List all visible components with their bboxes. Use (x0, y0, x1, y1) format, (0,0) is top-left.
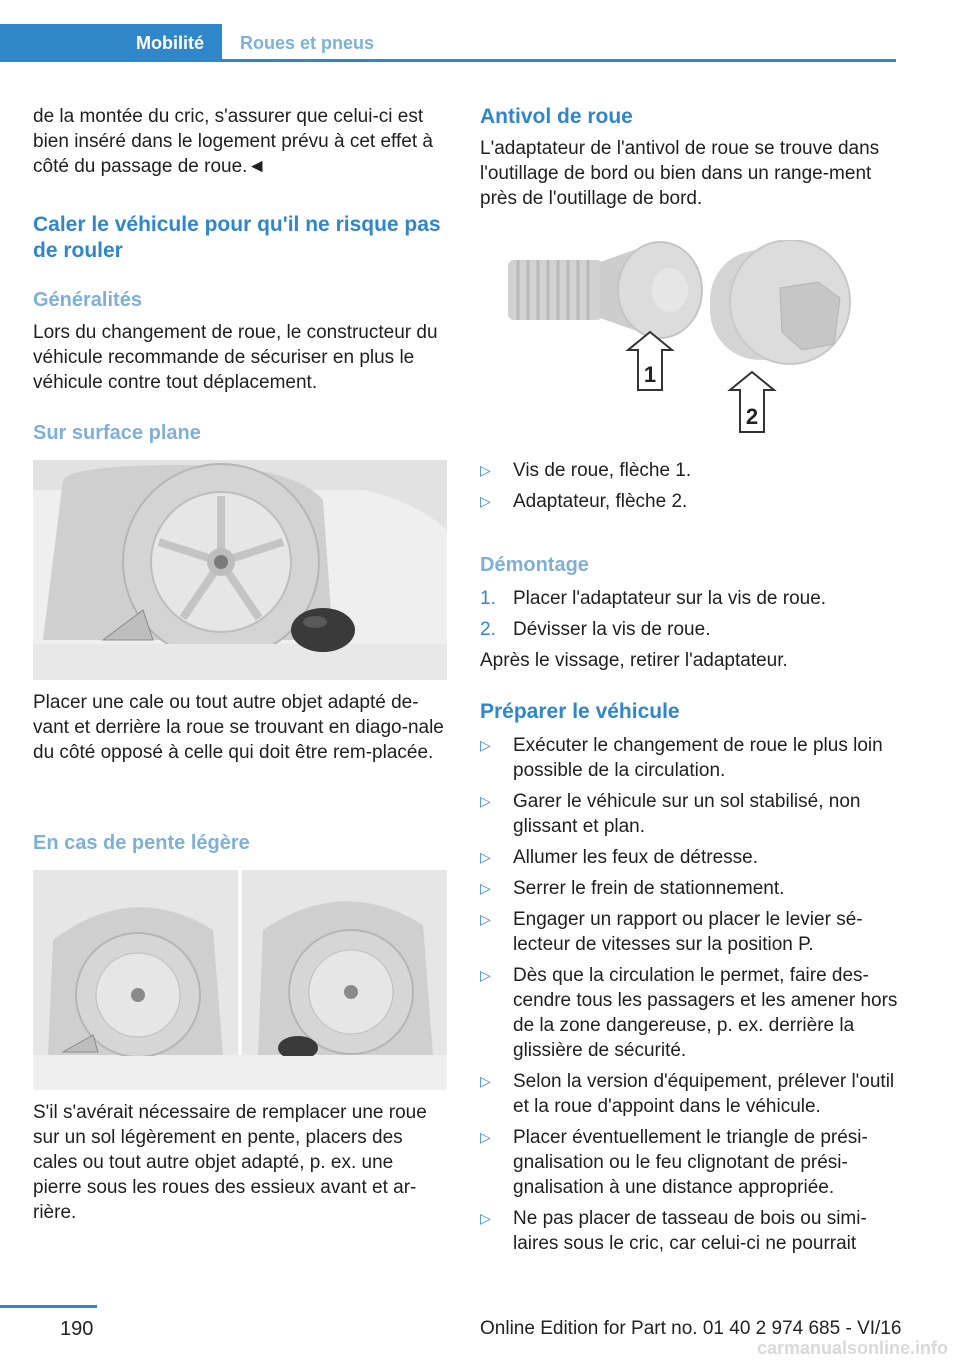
heading-preparer: Préparer le véhicule (480, 700, 680, 723)
list-item: ▷ Adaptateur, flèche 2. (480, 491, 688, 512)
figure-wheel-chock-flat (33, 460, 447, 680)
list-item: ▷ Placer éventuellement le triangle de prési-gnalisation ou le feu clignotant de prési-gnalisation à une distance appropriée. (480, 1127, 868, 1198)
section-tab: Mobilité (0, 24, 222, 62)
figure-label-1: 1 (643, 362, 657, 387)
list-item: ▷ Allumer les feux de détresse. (480, 847, 759, 868)
bullet-triangle-icon: ▷ (480, 880, 491, 896)
figure-wheel-lock (500, 240, 880, 440)
heading-antivol: Antivol de roue (480, 105, 633, 128)
list-item: ▷ Garer le véhicule sur un sol stabilisé, non glissant et plan. (480, 791, 861, 837)
figure-wheel-chock-slope (33, 870, 447, 1090)
heading-caler: Caler le véhicule pour qu'il ne risque pas de rouler (33, 213, 441, 262)
bullet-triangle-icon: ▷ (480, 967, 491, 983)
bullet-triangle-icon: ▷ (480, 793, 491, 809)
list-item: ▷ Dès que la circulation le permet, faire des-cendre tous les passagers et les amener hors de la zone dangereuse, p. ex. derrière la glissière de sécurité. (480, 965, 898, 1061)
list-item: ▷ Vis de roue, flèche 1. (480, 460, 692, 481)
header-rule (0, 59, 896, 62)
figure-label-2: 2 (745, 404, 759, 429)
list-item: ▷ Exécuter le changement de roue le plus loin possible de la circulation. (480, 735, 883, 781)
generalites-text: Lors du changement de roue, le constructeur du véhicule recommande de sécuriser en plus le véhicule contre tout déplacement. (33, 322, 438, 393)
surface-text: Placer une cale ou tout autre objet adapté de-vant et derrière la roue se trouvant en diago-nale du côté opposé à celle qui doit être rem-placée. (33, 692, 444, 763)
edition-text: Online Edition for Part no. 01 40 2 974 685 - VI/16 (480, 1318, 902, 1339)
demontage-after: Après le vissage, retirer l'adaptateur. (480, 650, 788, 671)
intro-text: de la montée du cric, s'assurer que celui-ci est bien inséré dans le logement prévu à cet effet à côté du passage de roue.◄ (33, 106, 433, 177)
bullet-triangle-icon: ▷ (480, 1210, 491, 1226)
list-item: ▷ Engager un rapport ou placer le levier sé-lecteur de vitesses sur la position P. (480, 909, 863, 955)
preparer-list (480, 733, 898, 1262)
heading-generalites: Généralités (33, 289, 142, 311)
heading-pente: En cas de pente légère (33, 832, 250, 854)
footer-rule (0, 1305, 97, 1308)
bullet-triangle-icon: ▷ (480, 849, 491, 865)
header-tabs (0, 24, 896, 62)
watermark: carmanualsonline.info (756, 1338, 948, 1358)
bullet-triangle-icon: ▷ (480, 493, 491, 509)
list-item: ▷ Serrer le frein de stationnement. (480, 878, 785, 899)
bullet-triangle-icon: ▷ (480, 1129, 491, 1145)
bullet-triangle-icon: ▷ (480, 1073, 491, 1089)
step-item: 1. Placer l'adaptateur sur la vis de roue. (480, 588, 827, 609)
heading-surface-plane: Sur surface plane (33, 422, 201, 444)
heading-demontage: Démontage (480, 554, 589, 576)
subsection-tab: Roues et pneus (240, 32, 375, 53)
demontage-steps (480, 586, 898, 648)
antivol-list (480, 458, 898, 520)
bullet-triangle-icon: ▷ (480, 737, 491, 753)
pente-text: S'il s'avérait nécessaire de remplacer une roue sur un sol légèrement en pente, placers des cales ou tout autre objet adapté, p. ex. une pierre sous les roues des essieux avant et ar-rière. (33, 1102, 427, 1223)
step-item: 2. Dévisser la vis de roue. (480, 619, 711, 640)
bullet-triangle-icon: ▷ (480, 911, 491, 927)
bullet-triangle-icon: ▷ (480, 462, 491, 478)
list-item: ▷ Ne pas placer de tasseau de bois ou simi-laires sous le cric, car celui-ci ne pourrait (480, 1208, 867, 1254)
list-item: ▷ Selon la version d'équipement, prélever l'outil et la roue d'appoint dans le véhicule. (480, 1071, 895, 1117)
antivol-text: L'adaptateur de l'antivol de roue se trouve dans l'outillage de bord ou bien dans un range-ment près de l'outillage de bord. (480, 138, 880, 209)
page-number: 190 (60, 1318, 94, 1340)
